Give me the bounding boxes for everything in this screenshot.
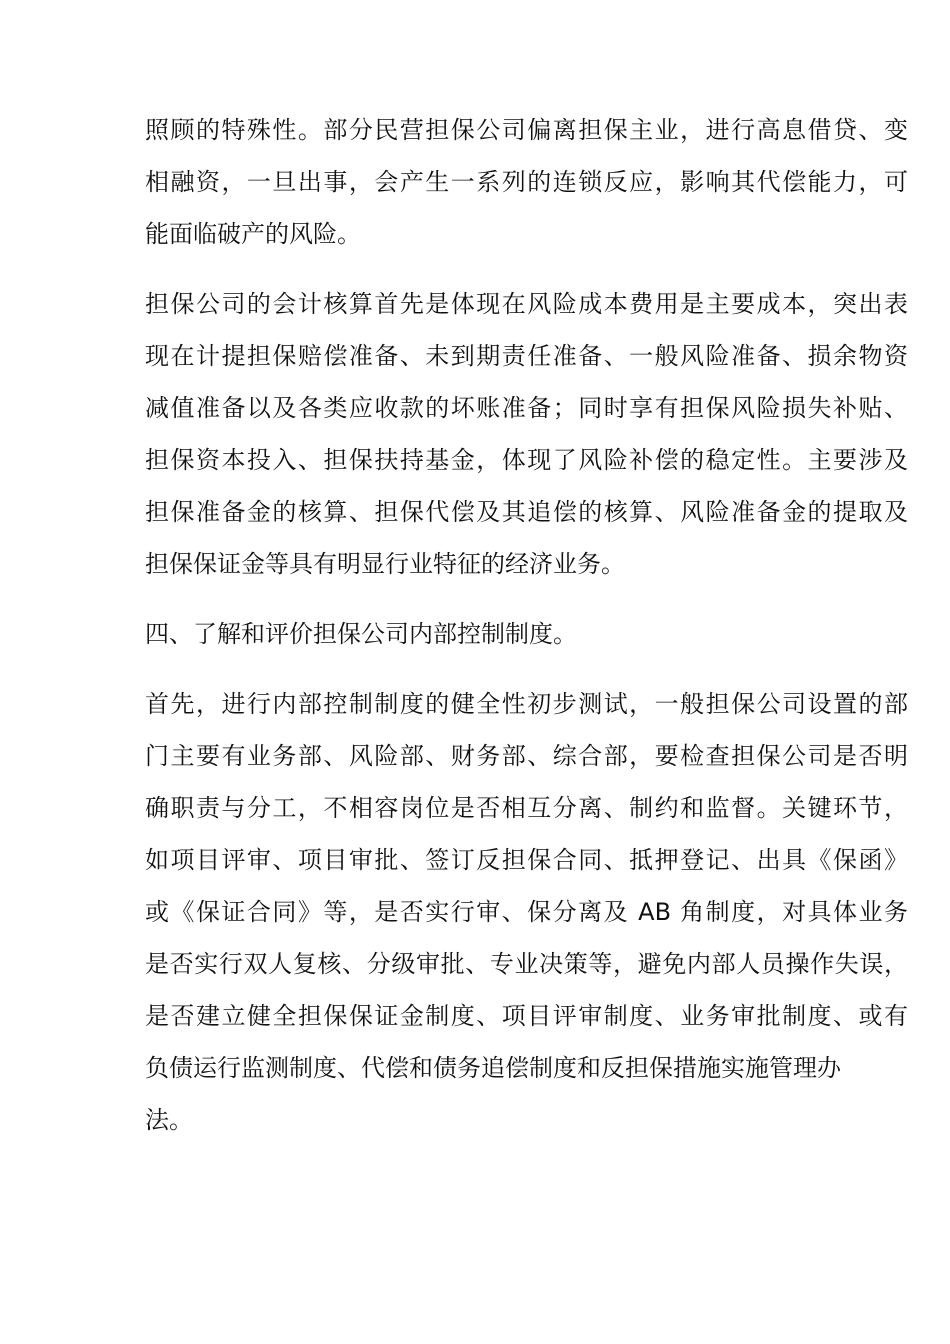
- text-line: 照顾的特殊性。部分民营担保公司偏离担保主业，进行高息借贷、变: [145, 116, 908, 144]
- document-body: [145, 104, 908, 1164]
- paragraph-1: [145, 104, 908, 260]
- text-line: 担保准备金的核算、担保代偿及其追偿的核算、风险准备金的提取及: [145, 498, 908, 526]
- text-line: 确职责与分工，不相容岗位是否相互分离、制约和监督。关键环节，: [145, 794, 908, 822]
- text-line: 担保保证金等具有明显行业特征的经济业务。: [145, 550, 625, 578]
- text-line: 如项目评审、项目审批、签订反担保合同、抵押登记、出具《保函》: [145, 846, 908, 874]
- section-heading: [145, 608, 908, 660]
- text-line: 是否建立健全担保保证金制度、项目评审制度、业务审批制度、或有: [145, 1002, 908, 1030]
- text-line: 法。: [145, 1106, 193, 1134]
- text-line: 首先，进行内部控制制度的健全性初步测试，一般担保公司设置的部: [145, 690, 908, 718]
- paragraph-2: [145, 278, 908, 590]
- paragraph-3: [145, 678, 908, 1146]
- text-line: 相融资，一旦出事，会产生一系列的连锁反应，影响其代偿能力，可: [145, 168, 908, 196]
- text-line: 或《保证合同》等，是否实行审、保分离及 AB 角制度，对具体业务: [145, 898, 908, 926]
- heading-line: 四、了解和评价担保公司内部控制制度。: [145, 620, 577, 648]
- text-line: 门主要有业务部、风险部、财务部、综合部，要检查担保公司是否明: [145, 742, 908, 770]
- text-line: 负债运行监测制度、代偿和债务追偿制度和反担保措施实施管理办: [145, 1054, 841, 1082]
- text-line: 能面临破产的风险。: [145, 220, 361, 248]
- text-line: 现在计提担保赔偿准备、未到期责任准备、一般风险准备、损余物资: [145, 342, 908, 370]
- text-line: 减值准备以及各类应收款的坏账准备；同时享有担保风险损失补贴、: [145, 394, 908, 422]
- text-line: 担保公司的会计核算首先是体现在风险成本费用是主要成本，突出表: [145, 290, 908, 318]
- text-line: 是否实行双人复核、分级审批、专业决策等，避免内部人员操作失误，: [145, 950, 908, 978]
- text-line: 担保资本投入、担保扶持基金，体现了风险补偿的稳定性。主要涉及: [145, 446, 908, 474]
